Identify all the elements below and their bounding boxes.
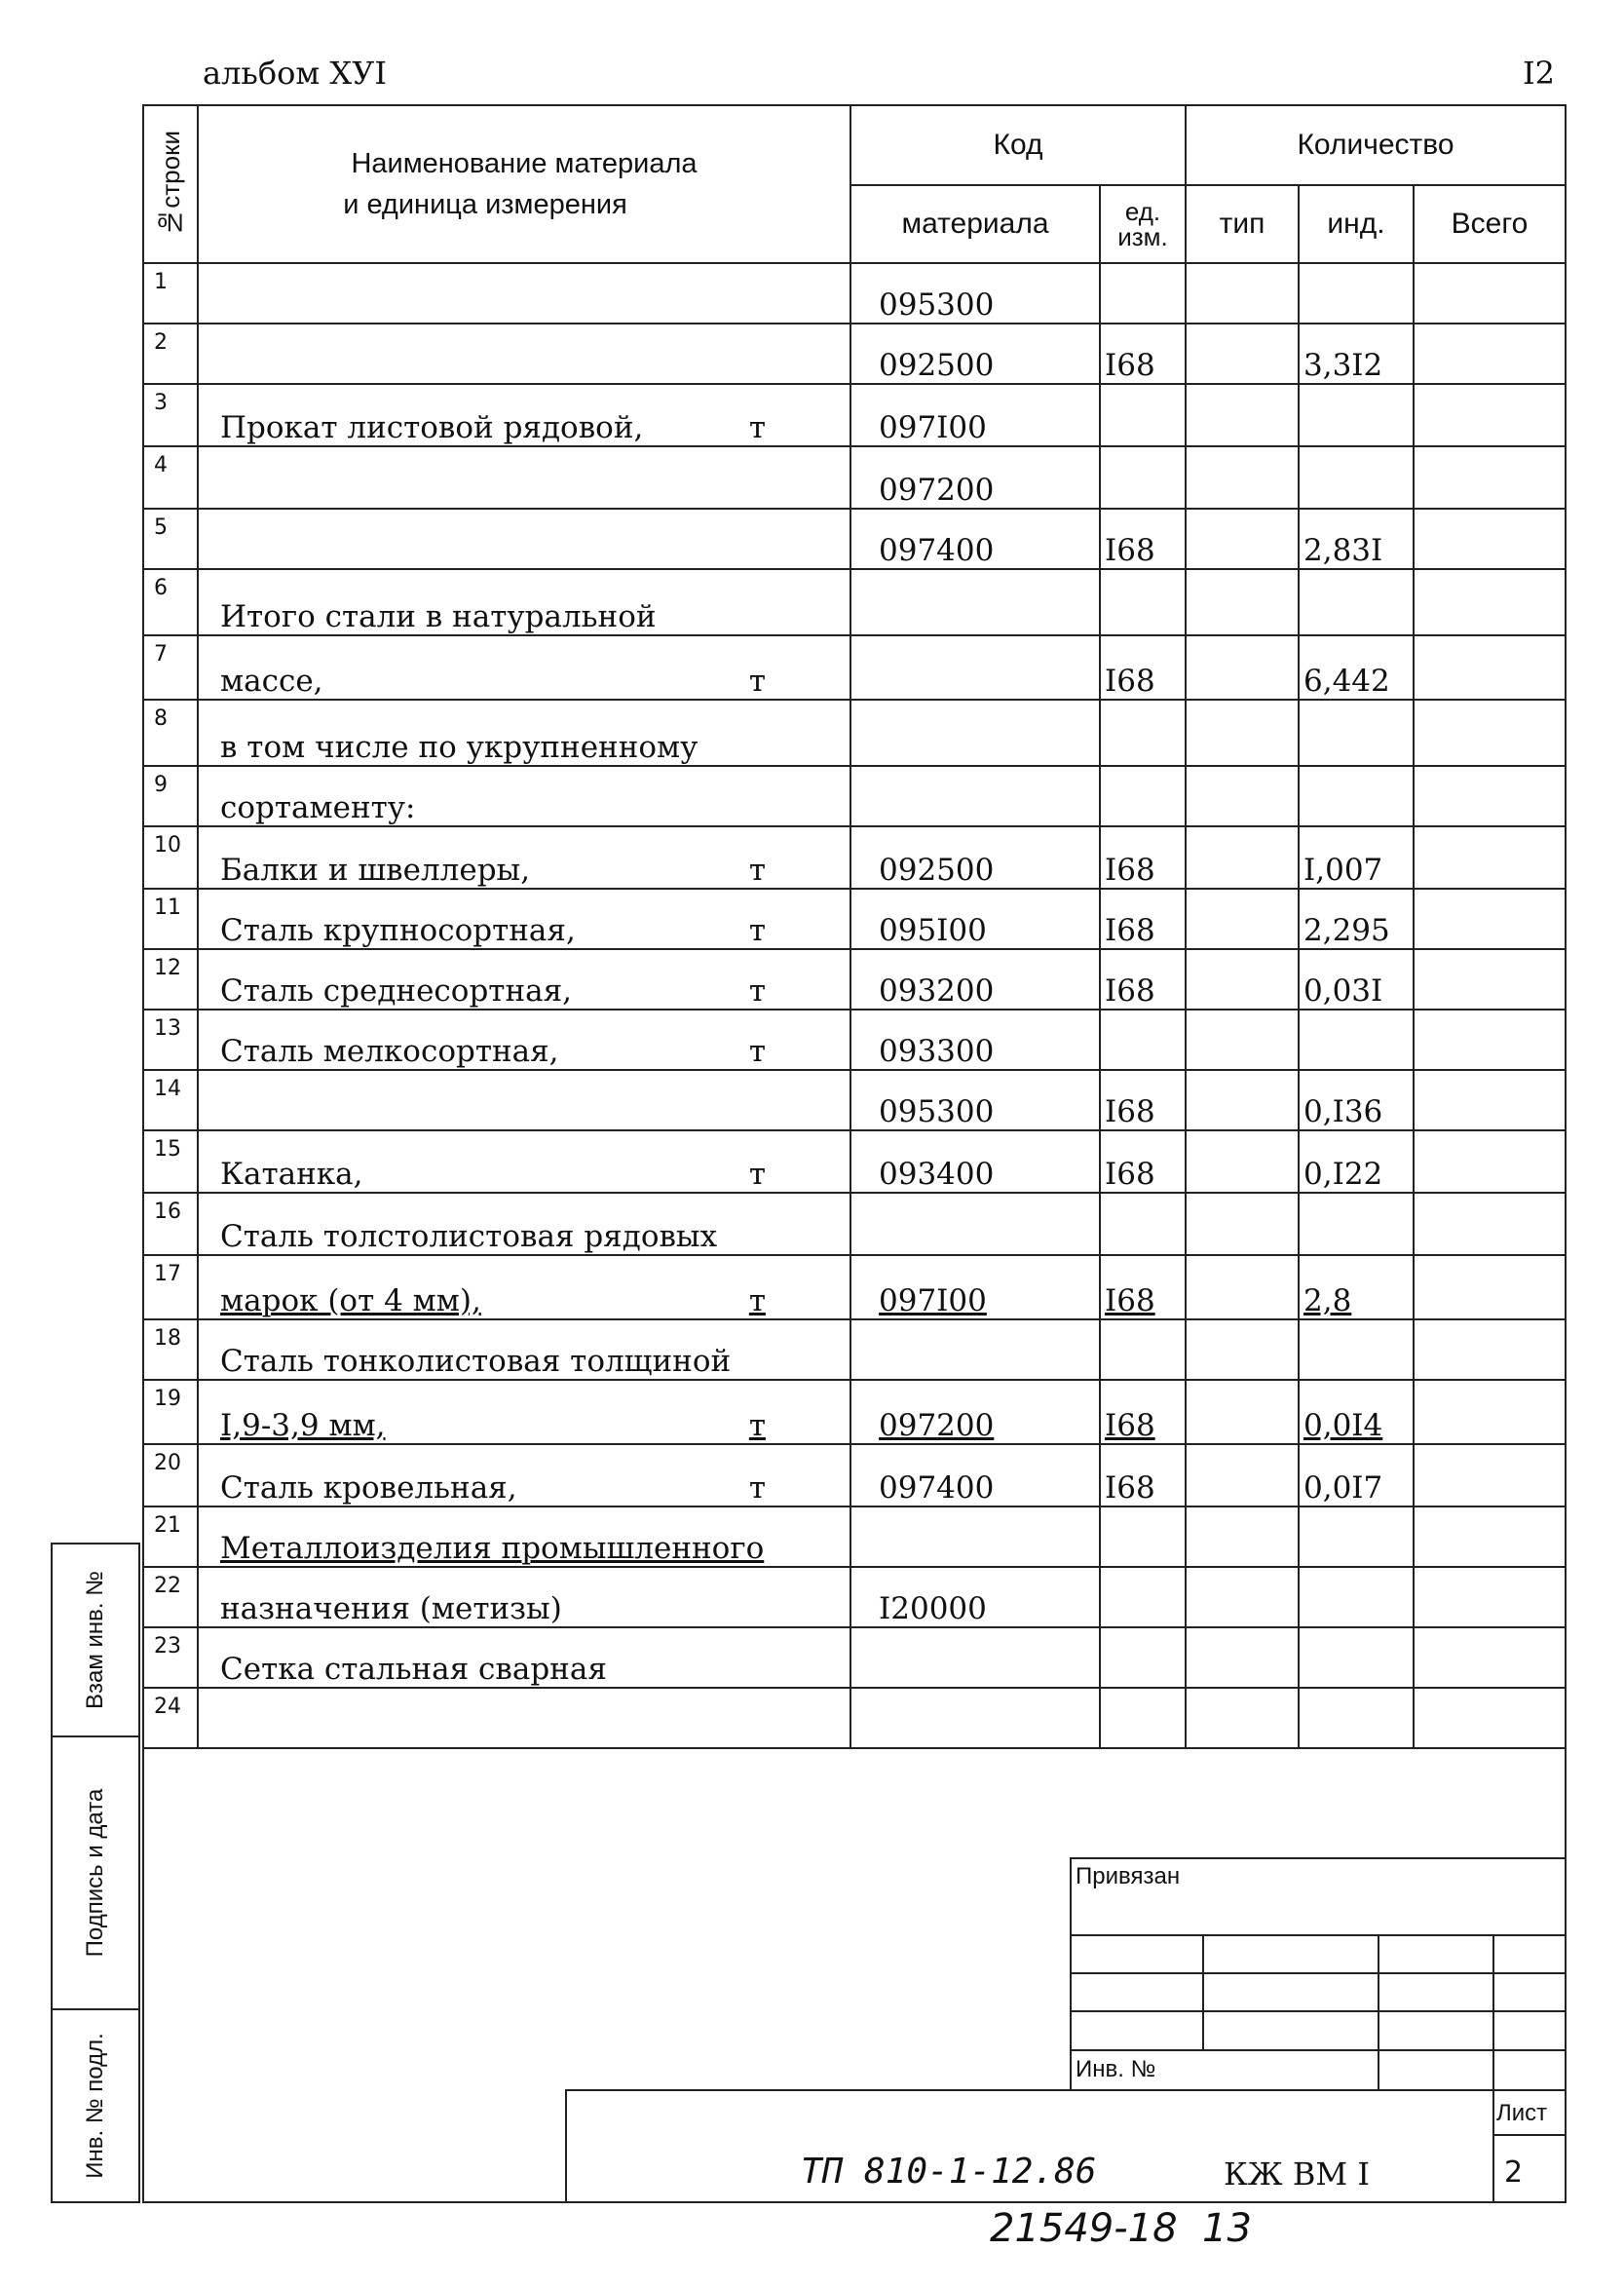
unit-code: I68 xyxy=(1100,1380,1186,1444)
material-name-text: назначения (метизы) xyxy=(220,1591,562,1626)
material-name-text: марок (от 4 мм), xyxy=(220,1283,481,1318)
table-row xyxy=(143,1319,1566,1380)
material-name-text: Сталь тонколистовая толщиной xyxy=(220,1344,732,1379)
unit-code xyxy=(1100,1627,1186,1688)
total-quantity xyxy=(1414,1193,1566,1255)
unit-code: I68 xyxy=(1100,509,1186,569)
material-code xyxy=(850,766,1100,826)
material-code: 095I00 xyxy=(850,889,1100,949)
privyazan-label: Привязан xyxy=(1076,1863,1181,1889)
material-code xyxy=(850,1506,1100,1567)
list-cell-line xyxy=(1492,2134,1567,2136)
ind-quantity: 3,3I2 xyxy=(1299,324,1414,384)
unit-code-header: ед. изм. xyxy=(1100,185,1186,263)
stamp-vline-2 xyxy=(1378,1934,1379,2091)
ind-quantity xyxy=(1299,1688,1414,1748)
total-quantity xyxy=(1414,1688,1566,1748)
material-name-text: Прокат листовой рядовой, xyxy=(220,410,644,445)
unit-code xyxy=(1100,446,1186,509)
material-name xyxy=(198,1506,850,1567)
unit-code: I68 xyxy=(1100,1070,1186,1130)
material-name xyxy=(198,324,850,384)
ind-quantity: 6,442 xyxy=(1299,635,1414,700)
row-number: 19 xyxy=(143,1380,198,1444)
total-quantity xyxy=(1414,1070,1566,1130)
total-quantity xyxy=(1414,324,1566,384)
material-name-text: сортаменту: xyxy=(220,790,416,825)
list-label: Лист xyxy=(1496,2100,1548,2126)
type-quantity xyxy=(1186,446,1299,509)
material-code-header: материала xyxy=(850,185,1100,263)
type-quantity xyxy=(1186,1010,1299,1070)
material-name xyxy=(198,1567,850,1627)
type-quantity xyxy=(1186,509,1299,569)
material-code xyxy=(850,1319,1100,1380)
ind-quantity: 0,I36 xyxy=(1299,1070,1414,1130)
row-number: 11 xyxy=(143,889,198,949)
ind-quantity xyxy=(1299,1319,1414,1380)
row-number: 23 xyxy=(143,1627,198,1688)
type-quantity xyxy=(1186,826,1299,889)
row-number: 3 xyxy=(143,384,198,446)
row-number: 17 xyxy=(143,1255,198,1319)
type-quantity xyxy=(1186,1255,1299,1319)
material-code xyxy=(850,569,1100,635)
material-code: 097I00 xyxy=(850,1255,1100,1319)
ind-quantity: 0,0I7 xyxy=(1299,1444,1414,1506)
ind-quantity xyxy=(1299,766,1414,826)
type-quantity xyxy=(1186,1193,1299,1255)
row-number: 8 xyxy=(143,700,198,766)
material-name-text: Сетка стальная сварная xyxy=(220,1652,607,1687)
material-name xyxy=(198,1627,850,1688)
material-code: 097200 xyxy=(850,446,1100,509)
table-row xyxy=(143,766,1566,826)
ind-quantity xyxy=(1299,384,1414,446)
album-label: альбом ХУI xyxy=(203,55,387,92)
type-quantity xyxy=(1186,1688,1299,1748)
total-quantity xyxy=(1414,509,1566,569)
unit-code xyxy=(1100,569,1186,635)
material-code xyxy=(850,1193,1100,1255)
row-number: 22 xyxy=(143,1567,198,1627)
material-code: 093300 xyxy=(850,1010,1100,1070)
type-quantity xyxy=(1186,324,1299,384)
material-code: 097200 xyxy=(850,1380,1100,1444)
material-name xyxy=(198,1380,850,1444)
material-name xyxy=(198,766,850,826)
material-unit-text: т xyxy=(748,1470,766,1506)
total-quantity xyxy=(1414,1444,1566,1506)
total-quantity xyxy=(1414,446,1566,509)
row-number: 5 xyxy=(143,509,198,569)
material-code: 095300 xyxy=(850,263,1100,324)
row-number: 10 xyxy=(143,826,198,889)
material-name xyxy=(198,889,850,949)
material-unit-text: т xyxy=(748,664,766,699)
total-quantity xyxy=(1414,1567,1566,1627)
unit-code: I68 xyxy=(1100,826,1186,889)
total-quantity xyxy=(1414,263,1566,324)
material-name xyxy=(198,700,850,766)
material-name xyxy=(198,1010,850,1070)
unit-code xyxy=(1100,1193,1186,1255)
material-name xyxy=(198,1070,850,1130)
type-quantity xyxy=(1186,889,1299,949)
material-name xyxy=(198,263,850,324)
unit-code xyxy=(1100,263,1186,324)
material-code: 093400 xyxy=(850,1130,1100,1193)
type-quantity xyxy=(1186,700,1299,766)
row-number: 12 xyxy=(143,949,198,1010)
type-quantity xyxy=(1186,766,1299,826)
row-number: 9 xyxy=(143,766,198,826)
material-name xyxy=(198,949,850,1010)
material-name xyxy=(198,509,850,569)
side-vzam-box xyxy=(51,1543,140,1737)
row-number: 1 xyxy=(143,263,198,324)
ind-quantity xyxy=(1299,700,1414,766)
table-row xyxy=(143,1627,1566,1688)
quantity-header: Количество xyxy=(1186,105,1566,185)
material-unit-text: т xyxy=(748,973,766,1009)
ind-quantity xyxy=(1299,1010,1414,1070)
ind-quantity xyxy=(1299,1627,1414,1688)
material-name-text: Сталь мелкосортная, xyxy=(220,1034,559,1069)
table-row xyxy=(143,1380,1566,1444)
table-row xyxy=(143,1070,1566,1130)
unit-code xyxy=(1100,1010,1186,1070)
material-code: 097400 xyxy=(850,1444,1100,1506)
material-name xyxy=(198,1319,850,1380)
type-quantity xyxy=(1186,635,1299,700)
type-quantity xyxy=(1186,1444,1299,1506)
material-unit-text: т xyxy=(748,1157,766,1192)
row-number: 13 xyxy=(143,1010,198,1070)
unit-code xyxy=(1100,1319,1186,1380)
material-name xyxy=(198,1130,850,1193)
table-row xyxy=(143,1255,1566,1319)
ind-quantity: 2,8 xyxy=(1299,1255,1414,1319)
stamp-vline-1 xyxy=(1202,1934,1204,2049)
stamp-vline-3 xyxy=(1492,1934,1494,2203)
type-quantity xyxy=(1186,263,1299,324)
material-unit-text: т xyxy=(748,913,766,948)
ind-quantity xyxy=(1299,569,1414,635)
table-row xyxy=(143,263,1566,324)
total-quantity xyxy=(1414,700,1566,766)
total-quantity xyxy=(1414,569,1566,635)
row-number: 4 xyxy=(143,446,198,509)
total-quantity xyxy=(1414,1506,1566,1567)
table-row xyxy=(143,569,1566,635)
material-code: 097400 xyxy=(850,509,1100,569)
total-quantity xyxy=(1414,1255,1566,1319)
unit-code xyxy=(1100,384,1186,446)
type-quantity xyxy=(1186,1506,1299,1567)
table-row xyxy=(143,509,1566,569)
row-number: 15 xyxy=(143,1130,198,1193)
material-code xyxy=(850,635,1100,700)
material-name-text: Металлоизделия промышленного xyxy=(220,1531,765,1566)
type-quantity xyxy=(1186,1070,1299,1130)
total-quantity xyxy=(1414,1130,1566,1193)
materials-table xyxy=(142,104,1567,1749)
row-number: 24 xyxy=(143,1688,198,1748)
ind-quantity: I,007 xyxy=(1299,826,1414,889)
table-row xyxy=(143,700,1566,766)
material-name-text: массе, xyxy=(220,664,323,699)
unit-code: I68 xyxy=(1100,1444,1186,1506)
material-name-text: Сталь толстолистовая рядовых xyxy=(220,1219,718,1254)
list-value: 2 xyxy=(1504,2155,1524,2190)
material-name xyxy=(198,826,850,889)
ind-quantity xyxy=(1299,446,1414,509)
side-vzam-label: Взам инв. № xyxy=(82,1570,108,1710)
total-header: Всего xyxy=(1414,185,1566,263)
type-header: тип xyxy=(1186,185,1299,263)
frame-right-line xyxy=(1565,1735,1567,2203)
unit-code: I68 xyxy=(1100,1255,1186,1319)
unit-code xyxy=(1100,700,1186,766)
material-code: 092500 xyxy=(850,324,1100,384)
table-row xyxy=(143,1567,1566,1627)
material-code: 097I00 xyxy=(850,384,1100,446)
table-row xyxy=(143,635,1566,700)
table-row xyxy=(143,826,1566,889)
side-inv-box xyxy=(51,2008,140,2203)
material-name-text: Катанка, xyxy=(220,1157,363,1192)
ind-header: инд. xyxy=(1299,185,1414,263)
document-code: ТП 810-1-12.86 xyxy=(801,2152,1097,2192)
material-name-text: Сталь кровельная, xyxy=(220,1470,517,1506)
material-name-text: Итого стали в натуральной xyxy=(220,599,657,634)
side-inv-label: Инв. № подл. xyxy=(82,2033,108,2179)
row-number: 14 xyxy=(143,1070,198,1130)
table-row xyxy=(143,1010,1566,1070)
total-quantity xyxy=(1414,1627,1566,1688)
material-name-text: I,9-3,9 мм, xyxy=(220,1408,386,1443)
handwritten-inventory-number: 21549-18 13 xyxy=(990,2206,1252,2251)
type-quantity xyxy=(1186,1319,1299,1380)
material-name-text: Балки и швеллеры, xyxy=(220,853,531,888)
total-quantity xyxy=(1414,766,1566,826)
unit-code xyxy=(1100,1506,1186,1567)
row-number: 18 xyxy=(143,1319,198,1380)
row-number: 7 xyxy=(143,635,198,700)
unit-code xyxy=(1100,766,1186,826)
total-quantity xyxy=(1414,1010,1566,1070)
total-quantity xyxy=(1414,1380,1566,1444)
ind-quantity: 2,83I xyxy=(1299,509,1414,569)
type-quantity xyxy=(1186,1130,1299,1193)
ind-quantity xyxy=(1299,263,1414,324)
row-number: 6 xyxy=(143,569,198,635)
ind-quantity: 0,0I4 xyxy=(1299,1380,1414,1444)
table-row xyxy=(143,949,1566,1010)
total-quantity xyxy=(1414,889,1566,949)
unit-code: I68 xyxy=(1100,949,1186,1010)
material-unit-text: т xyxy=(748,410,766,445)
material-name xyxy=(198,1193,850,1255)
material-name xyxy=(198,384,850,446)
code-header: Код xyxy=(850,105,1186,185)
frame-bottom-line xyxy=(142,2201,1567,2203)
ind-quantity xyxy=(1299,1506,1414,1567)
total-quantity xyxy=(1414,949,1566,1010)
material-unit-text: т xyxy=(748,1283,766,1318)
material-name xyxy=(198,446,850,509)
side-podpis-box xyxy=(51,1735,140,2010)
material-name xyxy=(198,1688,850,1748)
material-name-text: в том числе по укрупненному xyxy=(220,730,699,765)
table-row xyxy=(143,324,1566,384)
type-quantity xyxy=(1186,1380,1299,1444)
material-name-text: Сталь крупносортная, xyxy=(220,913,576,948)
unit-code: I68 xyxy=(1100,324,1186,384)
material-unit-text: т xyxy=(748,1034,766,1069)
table-row xyxy=(143,889,1566,949)
type-quantity xyxy=(1186,384,1299,446)
row-number: 20 xyxy=(143,1444,198,1506)
page-number: I2 xyxy=(1523,55,1555,92)
table-row xyxy=(143,1193,1566,1255)
table-row xyxy=(143,1688,1566,1748)
material-code xyxy=(850,1627,1100,1688)
type-quantity xyxy=(1186,1627,1299,1688)
material-code xyxy=(850,1688,1100,1748)
unit-code: I68 xyxy=(1100,889,1186,949)
table-row xyxy=(143,1506,1566,1567)
material-name xyxy=(198,1255,850,1319)
row-number: 21 xyxy=(143,1506,198,1567)
inv-no-label: Инв. № xyxy=(1076,2056,1156,2082)
table-row xyxy=(143,1444,1566,1506)
material-code xyxy=(850,700,1100,766)
material-name-text: Сталь среднесортная, xyxy=(220,973,572,1009)
title-block-left-line xyxy=(565,2089,567,2203)
stamp-left-line xyxy=(1070,1857,1072,2091)
frame-left-line xyxy=(142,1735,144,2203)
ind-quantity: 0,03I xyxy=(1299,949,1414,1010)
material-unit-text: т xyxy=(748,853,766,888)
title-block-top-line xyxy=(565,2089,1567,2091)
material-code: I20000 xyxy=(850,1567,1100,1627)
table-row xyxy=(143,1130,1566,1193)
material-code: 092500 xyxy=(850,826,1100,889)
total-quantity xyxy=(1414,826,1566,889)
table-row xyxy=(143,446,1566,509)
stamp-top-line xyxy=(1070,1857,1567,1859)
total-quantity xyxy=(1414,635,1566,700)
total-quantity xyxy=(1414,1319,1566,1380)
side-podpis-label: Подпись и дата xyxy=(82,1788,108,1958)
row-number-header: №строки xyxy=(143,105,198,263)
material-code: 093200 xyxy=(850,949,1100,1010)
unit-code xyxy=(1100,1567,1186,1627)
type-quantity xyxy=(1186,949,1299,1010)
unit-code: I68 xyxy=(1100,1130,1186,1193)
row-number: 2 xyxy=(143,324,198,384)
material-name xyxy=(198,569,850,635)
material-code: 095300 xyxy=(850,1070,1100,1130)
ind-quantity xyxy=(1299,1193,1414,1255)
table-row xyxy=(143,384,1566,446)
total-quantity xyxy=(1414,384,1566,446)
row-number: 16 xyxy=(143,1193,198,1255)
name-header: Наименование материала и единица измерения xyxy=(198,105,850,263)
unit-code: I68 xyxy=(1100,635,1186,700)
material-unit-text: т xyxy=(748,1408,766,1443)
ind-quantity: 2,295 xyxy=(1299,889,1414,949)
type-quantity xyxy=(1186,1567,1299,1627)
type-quantity xyxy=(1186,569,1299,635)
document-mark: КЖ ВМ I xyxy=(1224,2155,1370,2193)
unit-code xyxy=(1100,1688,1186,1748)
ind-quantity: 0,I22 xyxy=(1299,1130,1414,1193)
material-name xyxy=(198,635,850,700)
material-name xyxy=(198,1444,850,1506)
ind-quantity xyxy=(1299,1567,1414,1627)
